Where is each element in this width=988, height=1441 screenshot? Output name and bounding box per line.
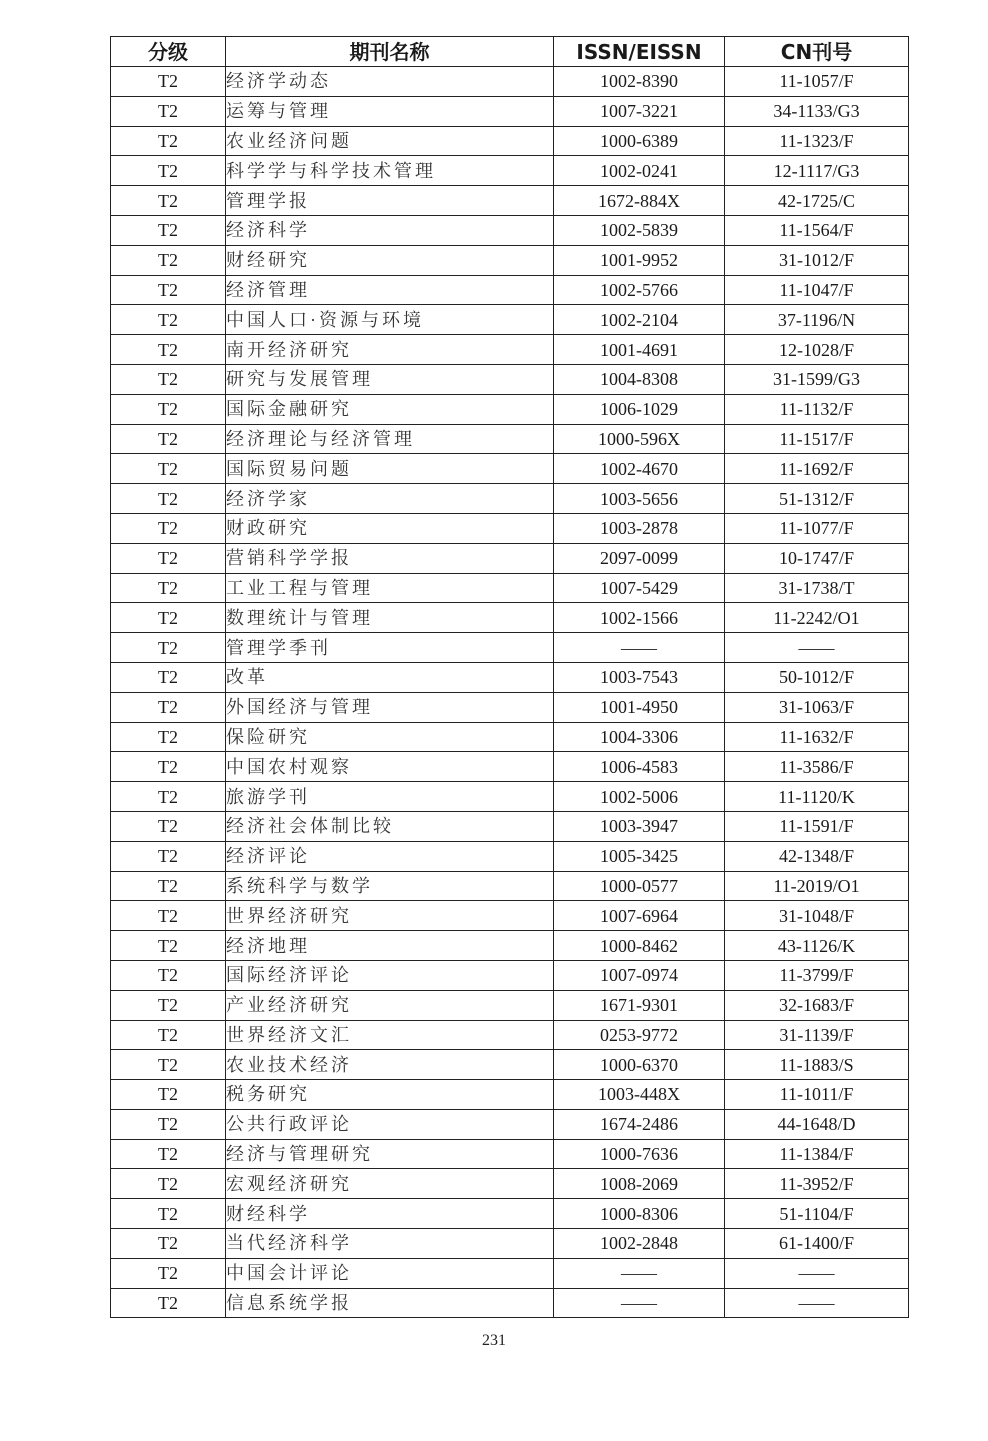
- journal-name-cell: 经济理论与经济管理: [226, 424, 554, 454]
- issn-cell: 1003-3947: [554, 811, 725, 841]
- cn-cell: 31-1738/T: [725, 573, 909, 603]
- tier-cell: T2: [111, 1080, 226, 1110]
- tier-cell: T2: [111, 454, 226, 484]
- cn-cell: 11-3952/F: [725, 1169, 909, 1199]
- issn-cell: 1000-6370: [554, 1050, 725, 1080]
- tier-cell: T2: [111, 364, 226, 394]
- table-row: [111, 484, 909, 514]
- issn-cell: 1007-0974: [554, 960, 725, 990]
- issn-cell: 1001-4691: [554, 335, 725, 365]
- cn-cell: 11-1323/F: [725, 126, 909, 156]
- table-row: [111, 752, 909, 782]
- table-row: [111, 275, 909, 305]
- table-row: [111, 901, 909, 931]
- table-row: [111, 1288, 909, 1318]
- journal-name-cell: 研究与发展管理: [226, 364, 554, 394]
- tier-cell: T2: [111, 186, 226, 216]
- issn-cell: 1005-3425: [554, 841, 725, 871]
- tier-cell: T2: [111, 1229, 226, 1259]
- cn-cell: 11-1883/S: [725, 1050, 909, 1080]
- cn-cell: 11-3586/F: [725, 752, 909, 782]
- tier-cell: T2: [111, 811, 226, 841]
- cn-cell: 12-1028/F: [725, 335, 909, 365]
- journal-name-cell: 财政研究: [226, 513, 554, 543]
- journal-name-cell: 南开经济研究: [226, 335, 554, 365]
- tier-cell: T2: [111, 215, 226, 245]
- issn-cell: 1000-8462: [554, 931, 725, 961]
- issn-cell: 1000-596X: [554, 424, 725, 454]
- table-row: [111, 603, 909, 633]
- issn-cell: 1004-8308: [554, 364, 725, 394]
- table-header-row: [111, 37, 909, 67]
- table-row: [111, 573, 909, 603]
- issn-cell: 0253-9772: [554, 1020, 725, 1050]
- tier-cell: T2: [111, 1258, 226, 1288]
- cn-cell: 31-1139/F: [725, 1020, 909, 1050]
- cn-cell: 50-1012/F: [725, 662, 909, 692]
- journal-name-cell: 旅游学刊: [226, 782, 554, 812]
- table-row: [111, 662, 909, 692]
- tier-cell: T2: [111, 424, 226, 454]
- tier-cell: T2: [111, 126, 226, 156]
- cn-cell: 51-1104/F: [725, 1199, 909, 1229]
- table-row: [111, 186, 909, 216]
- tier-cell: T2: [111, 722, 226, 752]
- table-row: [111, 1139, 909, 1169]
- cn-cell: ——: [725, 1288, 909, 1318]
- journal-name-cell: 中国人口·资源与环境: [226, 305, 554, 335]
- issn-cell: 1002-4670: [554, 454, 725, 484]
- table-row: [111, 424, 909, 454]
- issn-cell: 1674-2486: [554, 1109, 725, 1139]
- tier-cell: T2: [111, 603, 226, 633]
- table-row: [111, 931, 909, 961]
- issn-cell: 1002-1566: [554, 603, 725, 633]
- table-row: [111, 543, 909, 573]
- table-row: [111, 841, 909, 871]
- issn-cell: 1002-5006: [554, 782, 725, 812]
- issn-cell: 2097-0099: [554, 543, 725, 573]
- issn-cell: 1002-0241: [554, 156, 725, 186]
- cn-cell: 11-1011/F: [725, 1080, 909, 1110]
- journal-name-cell: 管理学季刊: [226, 633, 554, 663]
- table-row: [111, 335, 909, 365]
- issn-cell: 1671-9301: [554, 990, 725, 1020]
- journal-name-cell: 信息系统学报: [226, 1288, 554, 1318]
- journal-name-cell: 经济社会体制比较: [226, 811, 554, 841]
- issn-cell: 1007-6964: [554, 901, 725, 931]
- issn-cell: ——: [554, 1258, 725, 1288]
- cn-cell: 51-1312/F: [725, 484, 909, 514]
- cn-cell: 12-1117/G3: [725, 156, 909, 186]
- cn-cell: 37-1196/N: [725, 305, 909, 335]
- journal-name-cell: 经济地理: [226, 931, 554, 961]
- cn-cell: 11-1047/F: [725, 275, 909, 305]
- journal-name-cell: 中国农村观察: [226, 752, 554, 782]
- tier-cell: T2: [111, 633, 226, 663]
- issn-cell: 1002-8390: [554, 67, 725, 97]
- table-row: [111, 990, 909, 1020]
- issn-cell: 1006-1029: [554, 394, 725, 424]
- journal-name-cell: 宏观经济研究: [226, 1169, 554, 1199]
- issn-cell: 1002-5839: [554, 215, 725, 245]
- table-row: [111, 633, 909, 663]
- cn-cell: 11-1384/F: [725, 1139, 909, 1169]
- issn-cell: 1002-5766: [554, 275, 725, 305]
- table-row: [111, 1020, 909, 1050]
- journal-name-cell: 中国会计评论: [226, 1258, 554, 1288]
- journal-name-cell: 产业经济研究: [226, 990, 554, 1020]
- table-row: [111, 1258, 909, 1288]
- journal-name-cell: 财经科学: [226, 1199, 554, 1229]
- issn-cell: 1007-5429: [554, 573, 725, 603]
- tier-cell: T2: [111, 245, 226, 275]
- table-row: [111, 960, 909, 990]
- cn-cell: 43-1126/K: [725, 931, 909, 961]
- tier-cell: T2: [111, 1288, 226, 1318]
- cn-cell: 11-1564/F: [725, 215, 909, 245]
- cn-cell: 11-1077/F: [725, 513, 909, 543]
- table-row: [111, 67, 909, 97]
- table-row: [111, 96, 909, 126]
- journal-name-cell: 外国经济与管理: [226, 692, 554, 722]
- table-row: [111, 1109, 909, 1139]
- table-row: [111, 305, 909, 335]
- journal-name-cell: 经济管理: [226, 275, 554, 305]
- tier-cell: T2: [111, 1199, 226, 1229]
- tier-cell: T2: [111, 96, 226, 126]
- issn-cell: 1001-4950: [554, 692, 725, 722]
- journal-name-cell: 农业经济问题: [226, 126, 554, 156]
- tier-cell: T2: [111, 573, 226, 603]
- journal-name-cell: 财经研究: [226, 245, 554, 275]
- journal-name-cell: 运筹与管理: [226, 96, 554, 126]
- issn-cell: 1007-3221: [554, 96, 725, 126]
- issn-cell: 1000-6389: [554, 126, 725, 156]
- table-row: [111, 245, 909, 275]
- tier-cell: T2: [111, 305, 226, 335]
- cn-cell: 42-1348/F: [725, 841, 909, 871]
- journal-name-cell: 改革: [226, 662, 554, 692]
- journal-name-cell: 工业工程与管理: [226, 573, 554, 603]
- cn-cell: 31-1012/F: [725, 245, 909, 275]
- journal-name-cell: 经济学动态: [226, 67, 554, 97]
- cn-cell: ——: [725, 633, 909, 663]
- tier-cell: T2: [111, 752, 226, 782]
- tier-cell: T2: [111, 1109, 226, 1139]
- tier-cell: T2: [111, 484, 226, 514]
- journal-name-cell: 世界经济研究: [226, 901, 554, 931]
- issn-cell: 1004-3306: [554, 722, 725, 752]
- issn-cell: 1008-2069: [554, 1169, 725, 1199]
- issn-cell: 1006-4583: [554, 752, 725, 782]
- issn-cell: 1002-2104: [554, 305, 725, 335]
- tier-cell: T2: [111, 1020, 226, 1050]
- issn-cell: 1002-2848: [554, 1229, 725, 1259]
- cn-cell: 31-1599/G3: [725, 364, 909, 394]
- cn-cell: 34-1133/G3: [725, 96, 909, 126]
- table-row: [111, 811, 909, 841]
- cn-cell: 44-1648/D: [725, 1109, 909, 1139]
- cn-cell: 11-1632/F: [725, 722, 909, 752]
- journal-name-cell: 国际贸易问题: [226, 454, 554, 484]
- journal-name-cell: 经济评论: [226, 841, 554, 871]
- cn-cell: 11-1517/F: [725, 424, 909, 454]
- tier-cell: T2: [111, 513, 226, 543]
- journal-name-cell: 数理统计与管理: [226, 603, 554, 633]
- table-row: [111, 692, 909, 722]
- tier-cell: T2: [111, 960, 226, 990]
- issn-cell: 1000-8306: [554, 1199, 725, 1229]
- journal-name-cell: 经济科学: [226, 215, 554, 245]
- table-row: [111, 364, 909, 394]
- table-row: [111, 394, 909, 424]
- tier-cell: T2: [111, 1139, 226, 1169]
- table-row: [111, 513, 909, 543]
- table-row: [111, 1080, 909, 1110]
- issn-cell: 1000-7636: [554, 1139, 725, 1169]
- cn-cell: 11-1591/F: [725, 811, 909, 841]
- tier-cell: T2: [111, 156, 226, 186]
- journal-name-cell: 经济学家: [226, 484, 554, 514]
- tier-cell: T2: [111, 662, 226, 692]
- tier-cell: T2: [111, 394, 226, 424]
- cn-cell: 11-1057/F: [725, 67, 909, 97]
- cn-cell: 11-2242/O1: [725, 603, 909, 633]
- issn-cell: 1003-2878: [554, 513, 725, 543]
- journal-name-cell: 世界经济文汇: [226, 1020, 554, 1050]
- table-row: [111, 215, 909, 245]
- journal-name-cell: 科学学与科学技术管理: [226, 156, 554, 186]
- journal-name-cell: 管理学报: [226, 186, 554, 216]
- table-row: [111, 1229, 909, 1259]
- tier-cell: T2: [111, 692, 226, 722]
- header-issn: ISSN/EISSN: [554, 37, 725, 67]
- tier-cell: T2: [111, 1050, 226, 1080]
- tier-cell: T2: [111, 335, 226, 365]
- cn-cell: 32-1683/F: [725, 990, 909, 1020]
- table-row: [111, 1199, 909, 1229]
- cn-cell: 11-1120/K: [725, 782, 909, 812]
- cn-cell: 42-1725/C: [725, 186, 909, 216]
- journal-name-cell: 农业技术经济: [226, 1050, 554, 1080]
- table-row: [111, 156, 909, 186]
- tier-cell: T2: [111, 782, 226, 812]
- journal-name-cell: 国际金融研究: [226, 394, 554, 424]
- issn-cell: 1003-7543: [554, 662, 725, 692]
- journal-name-cell: 经济与管理研究: [226, 1139, 554, 1169]
- journal-name-cell: 税务研究: [226, 1080, 554, 1110]
- cn-cell: 11-3799/F: [725, 960, 909, 990]
- cn-cell: 61-1400/F: [725, 1229, 909, 1259]
- journal-name-cell: 系统科学与数学: [226, 871, 554, 901]
- tier-cell: T2: [111, 871, 226, 901]
- page-number: 231: [482, 1332, 506, 1349]
- issn-cell: 1003-5656: [554, 484, 725, 514]
- issn-cell: 1672-884X: [554, 186, 725, 216]
- table-row: [111, 871, 909, 901]
- tier-cell: T2: [111, 543, 226, 573]
- tier-cell: T2: [111, 901, 226, 931]
- journal-table: [110, 36, 909, 1318]
- journal-name-cell: 营销科学学报: [226, 543, 554, 573]
- issn-cell: 1001-9952: [554, 245, 725, 275]
- cn-cell: 31-1063/F: [725, 692, 909, 722]
- issn-cell: ——: [554, 633, 725, 663]
- journal-name-cell: 公共行政评论: [226, 1109, 554, 1139]
- cn-cell: 11-1692/F: [725, 454, 909, 484]
- cn-cell: 11-1132/F: [725, 394, 909, 424]
- tier-cell: T2: [111, 841, 226, 871]
- cn-cell: 31-1048/F: [725, 901, 909, 931]
- issn-cell: 1003-448X: [554, 1080, 725, 1110]
- table-row: [111, 722, 909, 752]
- tier-cell: T2: [111, 931, 226, 961]
- table-body: [111, 67, 909, 1318]
- table-row: [111, 1169, 909, 1199]
- cn-cell: ——: [725, 1258, 909, 1288]
- table-row: [111, 782, 909, 812]
- issn-cell: 1000-0577: [554, 871, 725, 901]
- header-tier: 分级: [111, 37, 226, 67]
- journal-name-cell: 国际经济评论: [226, 960, 554, 990]
- cn-cell: 10-1747/F: [725, 543, 909, 573]
- header-journal-name: 期刊名称: [226, 37, 554, 67]
- cn-cell: 11-2019/O1: [725, 871, 909, 901]
- issn-cell: ——: [554, 1288, 725, 1318]
- journal-name-cell: 当代经济科学: [226, 1229, 554, 1259]
- tier-cell: T2: [111, 1169, 226, 1199]
- header-cn: CN刊号: [725, 37, 909, 67]
- table-row: [111, 126, 909, 156]
- journal-name-cell: 保险研究: [226, 722, 554, 752]
- table-row: [111, 454, 909, 484]
- tier-cell: T2: [111, 67, 226, 97]
- tier-cell: T2: [111, 275, 226, 305]
- tier-cell: T2: [111, 990, 226, 1020]
- table-row: [111, 1050, 909, 1080]
